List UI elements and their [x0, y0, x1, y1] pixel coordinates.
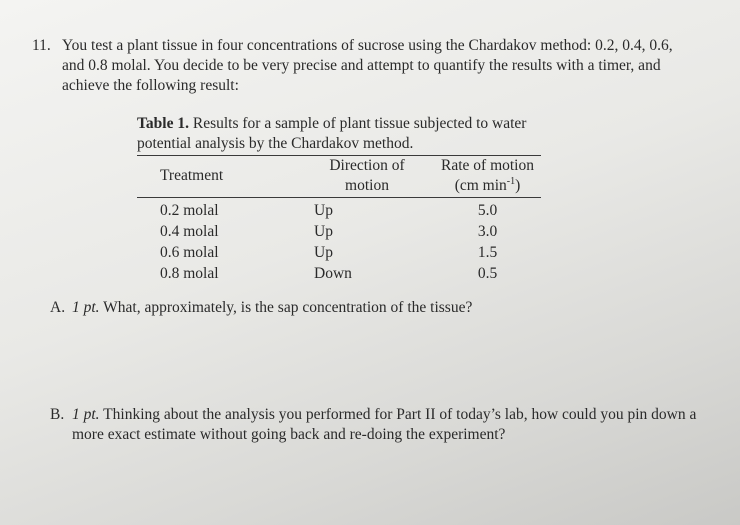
part-b — [50, 405, 700, 445]
table-caption-text: Results for a sample of plant tissue subjected to water potential analysis by the Chardakov method. — [137, 115, 527, 152]
table-row — [137, 242, 541, 263]
cell-rate: 0.5 — [477, 265, 498, 282]
part-b-text: Thinking about the analysis you performed for Part II of today’s lab, how could you pin down a more exact estimate without going back and re-doing the experiment? — [72, 406, 697, 443]
cell-direction: Down — [314, 265, 352, 282]
part-a-points: 1 pt. — [72, 299, 100, 316]
rate-unit-base: (cm min — [454, 177, 507, 194]
part-a-letter: A. — [50, 299, 66, 316]
rate-unit-sup: -1 — [506, 175, 516, 187]
results-table-block — [137, 114, 541, 284]
part-b-letter: B. — [50, 406, 65, 423]
table-row — [137, 221, 541, 242]
table-header-row — [137, 156, 541, 198]
part-a-text: What, approximately, is the sap concentration of the tissue? — [103, 299, 473, 316]
header-rate-unit — [434, 176, 541, 196]
table-caption — [137, 114, 541, 155]
cell-rate: 3.0 — [477, 223, 498, 240]
cell-direction: Up — [314, 244, 333, 261]
cell-treatment: 0.6 molal — [160, 244, 219, 261]
header-direction — [300, 156, 434, 198]
cell-treatment: 0.2 molal — [160, 202, 219, 219]
table-row — [137, 263, 541, 284]
part-a — [50, 298, 700, 318]
header-rate-line1: Rate of motion — [441, 157, 534, 174]
header-rate — [434, 156, 541, 198]
part-b-points: 1 pt. — [72, 406, 100, 423]
question-text: You test a plant tissue in four concentrations of sucrose using the Chardakov method: 0.2, 0.4, 0.6, and 0.8 molal. You decide to be very precise and attempt to quantify the results with a timer, and achieve the following result: — [62, 37, 673, 94]
table-row — [137, 198, 541, 222]
header-treatment: Treatment — [137, 156, 300, 198]
table-caption-label: Table 1. — [137, 115, 189, 132]
part-b-body — [72, 405, 700, 445]
header-direction-line1: Direction of — [329, 157, 405, 174]
results-table — [137, 156, 541, 284]
question-11 — [32, 36, 692, 96]
question-number: 11. — [32, 37, 51, 54]
cell-direction: Up — [314, 223, 333, 240]
cell-rate: 1.5 — [477, 244, 498, 261]
cell-treatment: 0.8 molal — [160, 265, 219, 282]
header-direction-line2: motion — [345, 177, 389, 194]
rate-unit-close: ) — [515, 177, 521, 194]
cell-direction: Up — [314, 202, 333, 219]
cell-treatment: 0.4 molal — [160, 223, 219, 240]
cell-rate: 5.0 — [477, 202, 498, 219]
part-a-body — [72, 298, 700, 318]
